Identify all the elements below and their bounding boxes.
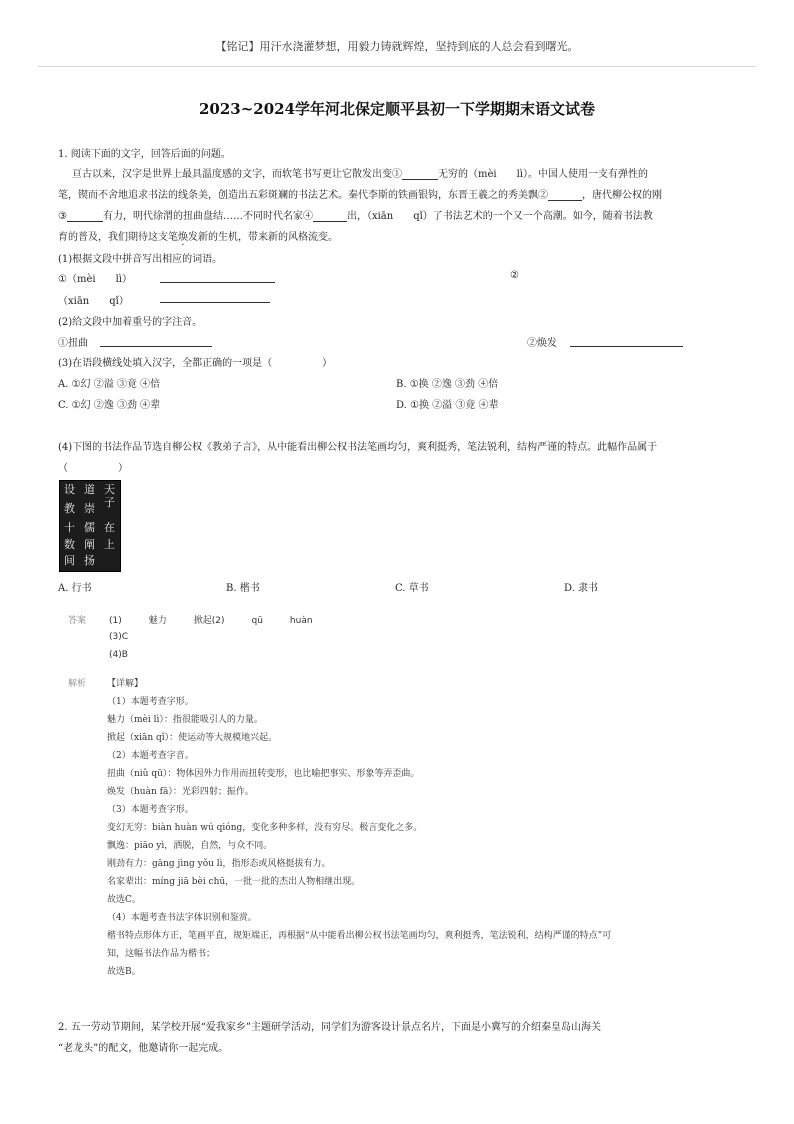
- sub3-option-a[interactable]: A. ①幻 ②溢 ③竟 ④倍: [58, 379, 161, 390]
- emphasis-char: 焕: [178, 232, 188, 243]
- explanation-line: （3）本题考查字形。: [107, 805, 194, 815]
- explanation-line: 知，这幅书法作品为楷书；: [107, 949, 216, 959]
- sub4-option-d[interactable]: D. 隶书: [564, 583, 599, 594]
- sub3-option-d[interactable]: D. ①换 ②溢 ③竟 ④辈: [396, 400, 499, 411]
- blank-2: [548, 190, 582, 201]
- explanation-line: 焕发（huàn fā）：光彩四射；振作。: [107, 787, 254, 797]
- sub1-answer-line-1[interactable]: [160, 270, 275, 283]
- explanation-line: 飘逸：piāo yì，洒脱，自然，与众不同。: [107, 841, 273, 851]
- explanation-line: 故选C。: [107, 895, 141, 905]
- explanation-line: 【详解】: [107, 679, 144, 689]
- answer-label: 答案: [68, 616, 87, 626]
- sub2-answer-line-2[interactable]: [570, 334, 683, 347]
- sub3-prompt: (3)在语段横线处填入汉字，全都正确的一项是（ ）: [58, 358, 333, 369]
- explanation-line: （2）本题考查字音。: [107, 751, 194, 761]
- sub4-option-b[interactable]: B. 楷书: [226, 583, 260, 594]
- explanation-line: 变幻无穷：biàn huàn wú qióng，变化多种多样，没有穷尽。极言变化之多。: [107, 823, 423, 833]
- explanation-line: 名家辈出：míng jiā bèi chū，一批一批的杰出人物相继出现。: [107, 877, 361, 887]
- answer-line-1: (1) 魅力 掀起(2) qū huàn: [109, 616, 313, 626]
- sub1-item3: （xiān qǐ）: [58, 296, 129, 307]
- sub1-prompt: (1)根据文段中拼音写出相应的词语。: [58, 254, 223, 265]
- calligraphy-image: 天 子 在 上 道 崇 儒 阐 扬 设 教 十 数 间: [59, 480, 121, 572]
- sub1-answer-line-2[interactable]: [160, 290, 270, 303]
- passage-line-3: ③ 有力，明代徐渭的扭曲盘结……不同时代名家④ 出，（xiān qǐ）了书法艺术的一个又一个高潮。如今，随着书法教: [58, 211, 653, 222]
- sub1-item2: ②: [510, 270, 519, 281]
- sub4-option-a[interactable]: A. 行书: [58, 583, 92, 594]
- sub2-item1: ①扭曲: [58, 338, 88, 349]
- sub2-prompt: (2)给文段中加着重号的字注音。: [58, 317, 203, 328]
- explanation-line: （1）本题考查字形。: [107, 697, 194, 707]
- sub1-item1: ①（mèi lì）: [58, 274, 132, 285]
- q2-stem-line-2: “老龙头”的配文，他邀请你一起完成。: [58, 1043, 229, 1054]
- passage-line-1: 亘古以来，汉字是世界上最具温度感的文字，而软笔书写更让它散发出变① 无穷的（mèi lì）。中国人使用一支有弹性的: [72, 169, 648, 180]
- explanation-line: 楷书特点形体方正，笔画平直，规矩端正，再根据“从中能看出柳公权书法笔画均匀，爽利挺秀，笔法锐利，结构严谨的特点”可: [107, 931, 612, 941]
- blank-3: [67, 211, 103, 222]
- q2-stem-line-1: 2. 五一劳动节期间，某学校开展“爱我家乡”主题研学活动，同学们为游客设计景点名片，下面是小冀写的介绍秦皇岛山海关: [58, 1022, 601, 1033]
- sub3-option-c[interactable]: C. ①幻 ②逸 ③劲 ④辈: [58, 400, 161, 411]
- answer-line-2: (3)C: [109, 632, 129, 642]
- page-title: 2023~2024学年河北保定顺平县初一下学期期末语文试卷: [198, 100, 596, 118]
- sub3-option-b[interactable]: B. ①换 ②逸 ③劲 ④倍: [396, 379, 499, 390]
- sub4-prompt: (4)下图的书法作品节选自柳公权《教弟子言》，从中能看出柳公权书法笔画均匀，爽利挺秀，笔法锐利，结构严谨的特点。此幅作品属于: [58, 442, 658, 453]
- header-divider: [38, 66, 756, 67]
- passage-line-2: 笔，锲而不舍地追求书法的线条美，创造出五彩斑斓的书法艺术。秦代李斯的铁画银钩，东晋王羲之的秀美飘② ，唐代柳公权的刚: [58, 190, 662, 201]
- explanation-line: （4）本题考查书法字体识别和鉴赏。: [107, 913, 257, 923]
- q1-stem: 1. 阅读下面的文字，回答后面的问题。: [58, 149, 231, 160]
- explanation-label: 解析: [68, 679, 87, 689]
- explanation-line: 刚劲有力：gāng jìng yǒu lì，指形态或风格挺拔有力。: [107, 859, 331, 869]
- explanation-line: 魅力（mèi lì）：指很能吸引人的力量。: [107, 715, 263, 725]
- explanation-line: 扭曲（niǔ qū）：物体因外力作用而扭转变形，也比喻把事实、形象等弄歪曲。: [107, 769, 420, 779]
- sub4-prompt-paren: （ ）: [58, 463, 128, 474]
- blank-4: [313, 211, 347, 222]
- passage-line-4: 育的普及，我们期待这支笔焕发新的生机，带来新的风格流变。: [58, 232, 338, 243]
- sub4-option-c[interactable]: C. 草书: [395, 583, 429, 594]
- sub2-answer-line-1[interactable]: [100, 334, 212, 347]
- header-motto: 【铭记】用汗水浇灌梦想，用毅力铸就辉煌，坚持到底的人总会看到曙光。: [215, 40, 579, 53]
- blank-1: [402, 169, 438, 180]
- explanation-line: 故选B。: [107, 967, 141, 977]
- explanation-line: 掀起（xiān qǐ）：使运动等大规模地兴起。: [107, 733, 278, 743]
- answer-line-3: (4)B: [109, 650, 128, 660]
- sub2-item2: ②焕发: [527, 338, 557, 349]
